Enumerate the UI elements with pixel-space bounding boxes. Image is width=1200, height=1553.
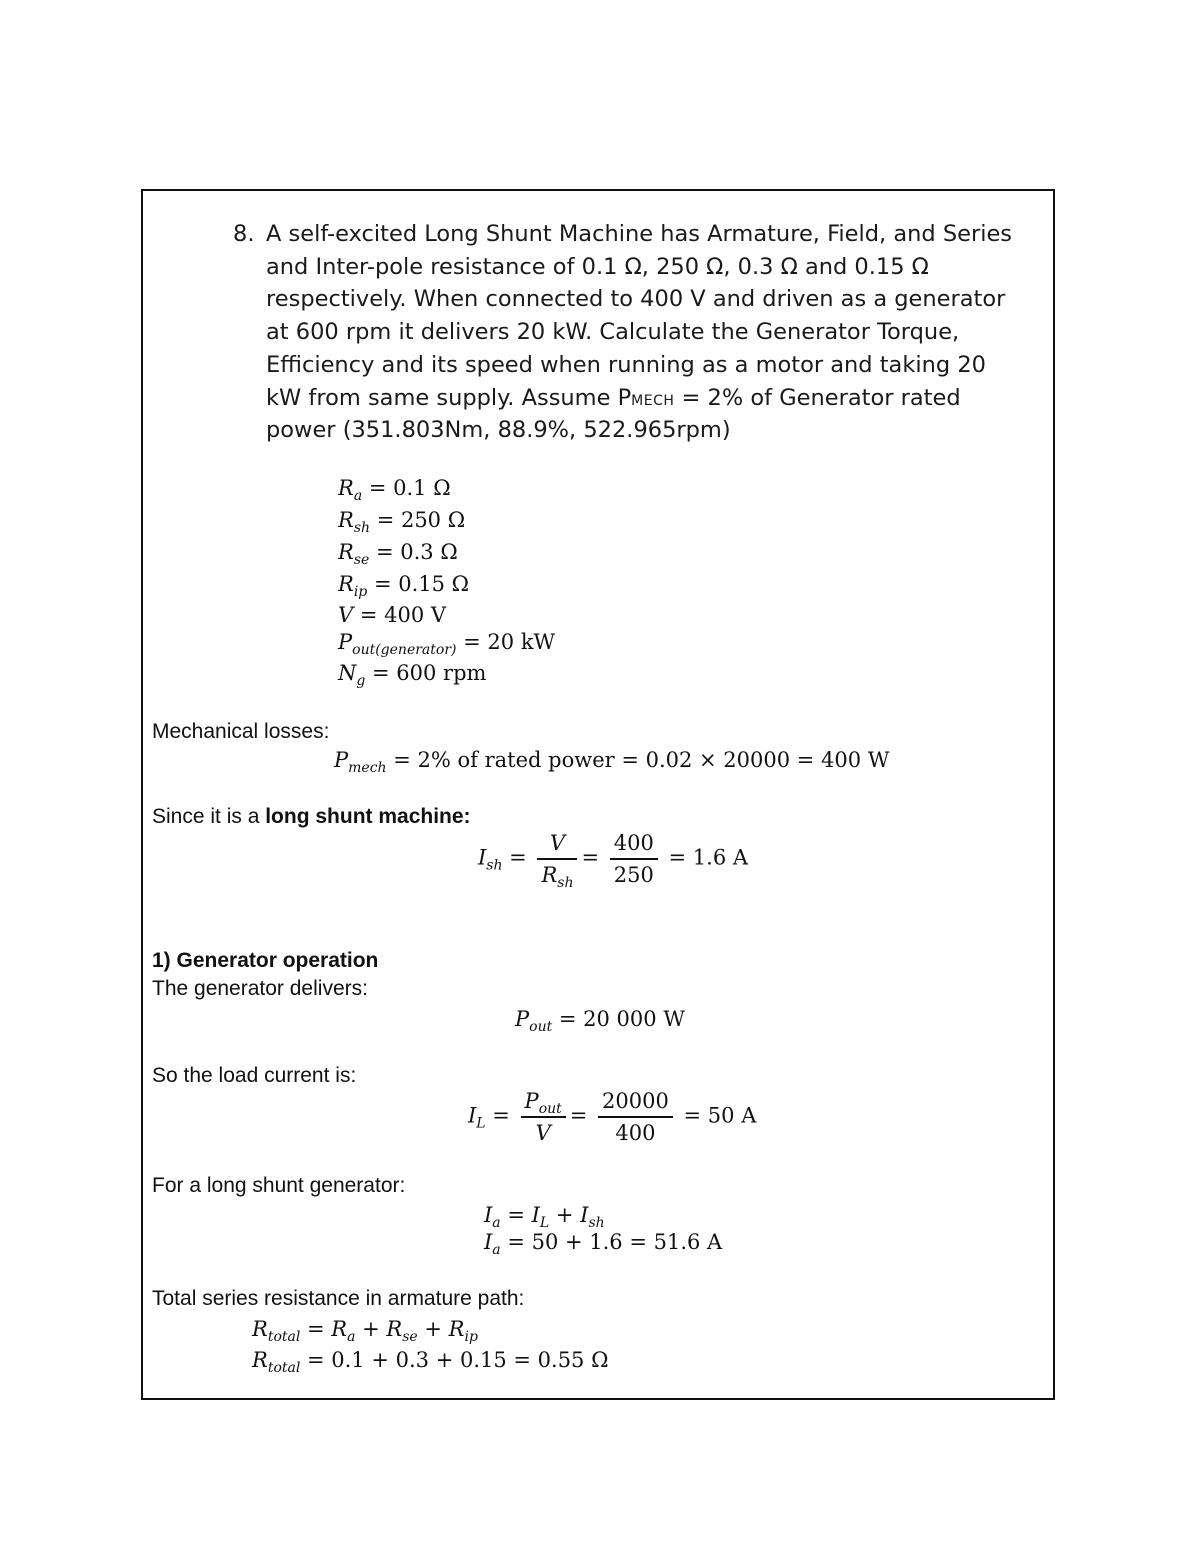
problem-line-4: at 600 rpm it delivers 20 kW. Calculate the Generator Torque, [266,319,960,346]
generator-section-title: 1) Generator operation [152,949,379,972]
problem-line-3: respectively. When connected to 400 V and driven as a generator [266,286,1006,313]
rtotal-equation-1: $R_{total} = R_a + R_{se} + R_{ip}$ [252,1317,478,1345]
given-rip: $R_{ip} = 0.15$ Ω [338,572,470,600]
mech-losses-equation: $P_{mech} = 2\%$ of rated power = 0.02 × 20000 = 400 W [334,748,890,776]
load-current-heading: So the load current is: [152,1064,357,1087]
il-fraction-1: $\frac{P_{out}}{V}$ [521,1086,566,1148]
pout-equation: $P_{out} = 20$ 000 W [515,1007,685,1035]
problem-number: 8. [233,221,255,247]
il-equation: $I_L$ = $\frac{P_{out}}{V}$ = $\frac{20000}{400}$ = 50 A [468,1086,756,1148]
ish-equation: $I_{sh}$ = $\frac{V}{R_{sh}}$ = $\frac{400}{250}$ = 1.6 A [478,828,748,890]
given-ra: $R_a = 0.1$ Ω [338,476,451,504]
rtotal-equation-2: $R_{total} = 0.1 + 0.3 + 0.15 = 0.55$ Ω [252,1348,609,1376]
given-v: V = 400 V [338,603,447,627]
generator-delivers-text: The generator delivers: [152,977,368,1000]
ia-equation-2: $I_a = 50 + 1.6 = 51.6$ A [484,1230,723,1258]
given-rsh: $R_{sh} = 250$ Ω [338,508,466,536]
given-rse: $R_{se} = 0.3$ Ω [338,540,458,568]
problem-line-5: Efficiency and its speed when running as a motor and taking 20 [266,351,986,378]
given-ng: $N_g = 600$ rpm [338,661,487,689]
problem-line-2: and Inter-pole resistance of 0.1 Ω, 250 Ω, 0.3 Ω and 0.15 Ω [266,253,929,280]
il-fraction-2: $\frac{20000}{400}$ [598,1086,673,1148]
series-resistance-heading: Total series resistance in armature path: [152,1287,525,1310]
problem-line-1: A self-excited Long Shunt Machine has Armature, Field, and Series [266,221,1013,247]
long-shunt-heading: Since it is a long shunt machine: [152,805,471,828]
ish-fraction-2: $\frac{400}{250}$ [610,828,658,890]
mech-losses-heading: Mechanical losses: [152,720,330,743]
ia-equation-1: $I_a = I_L + I_{sh}$ [484,1203,605,1231]
given-pout: $P_{out(generator)} = 20$ kW [338,630,556,658]
ish-fraction-1: $\frac{V}{R_{sh}}$ [537,828,577,890]
problem-line-6: kW from same supply. Assume PMECH = 2% of Generator rated [266,384,961,411]
problem-line-7: power (351.803Nm, 88.9%, 522.965rpm) [266,417,731,444]
long-shunt-generator-heading: For a long shunt generator: [152,1174,406,1197]
